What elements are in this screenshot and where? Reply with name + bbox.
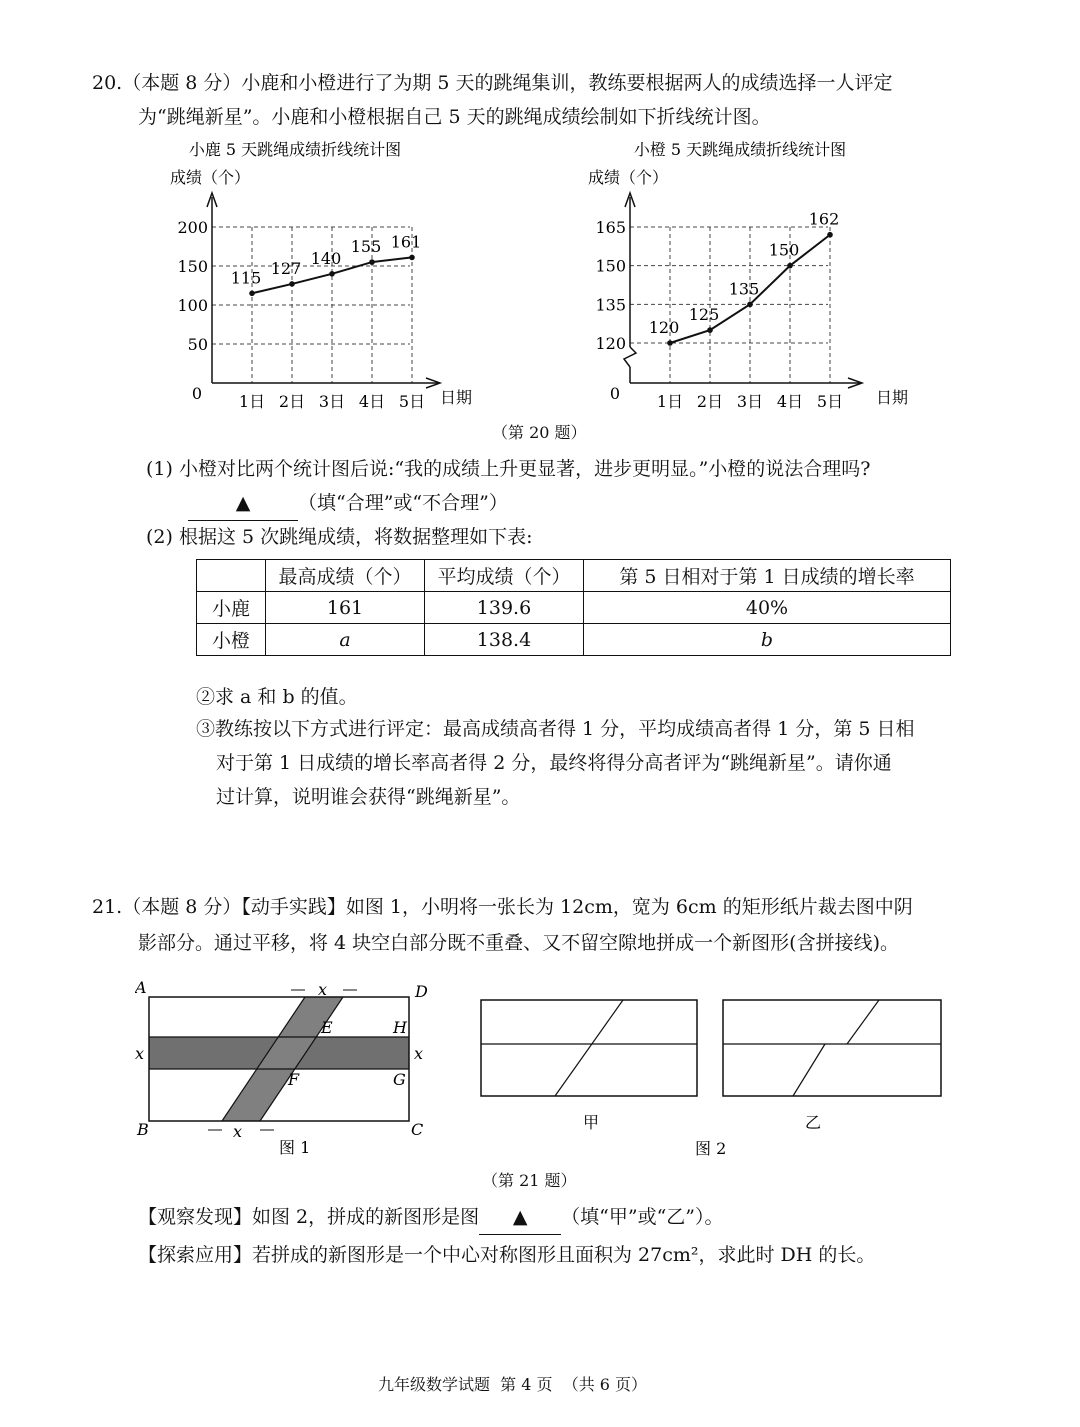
data-label: 162 [808, 209, 840, 229]
label-yi: 乙 [805, 1113, 822, 1132]
q20-sub3-line3: 过计算，说明谁会获得“跳绳新星”。 [216, 786, 521, 808]
x-tick-label: 4日 [358, 392, 386, 411]
observe-hint: （填“甲”或“乙”）。 [561, 1206, 724, 1228]
figure-2 [475, 990, 955, 1160]
y-tick-label: 0 [609, 384, 620, 403]
figure-yi [723, 1000, 941, 1096]
x-tick-label: 1日 [656, 392, 684, 411]
q21-observe [138, 1200, 724, 1235]
x-tick-label: 5日 [398, 392, 426, 411]
data-point [369, 259, 375, 265]
q21-line2: 影部分。通过平移，将 4 块空白部分既不重叠、又不留空隙地拼成一个新图形(含拼接线)。 [138, 932, 899, 954]
chart-xiaolu [150, 135, 490, 415]
figure-1 [135, 975, 440, 1160]
table-cell: 138.4 [425, 624, 584, 656]
y-tick-label: 150 [177, 257, 208, 276]
x-tick-label: 3日 [318, 392, 346, 411]
q20-sub2a: ②求 a 和 b 的值。 [196, 686, 358, 708]
data-point [249, 291, 255, 297]
q20-line2: 为“跳绳新星”。小鹿和小橙根据自己 5 天的跳绳成绩绘制如下折线统计图。 [138, 106, 771, 128]
label-jia: 甲 [583, 1113, 600, 1132]
label-B: B [137, 1120, 149, 1139]
x-tick-label: 2日 [278, 392, 306, 411]
y-axis-label: 成绩（个） [170, 168, 251, 187]
page-footer: 九年级数学试题 第 4 页 （共 6 页） [378, 1375, 648, 1394]
y-tick-label: 50 [187, 335, 208, 354]
table-cell: 139.6 [425, 592, 584, 624]
table-cell: 小橙 [197, 624, 266, 656]
table-header: 平均成绩（个） [425, 560, 584, 592]
data-point [329, 271, 335, 277]
y-tick-label: 135 [595, 295, 626, 315]
data-label: 150 [768, 240, 800, 260]
data-label: 115 [230, 268, 262, 288]
label-D: D [415, 982, 428, 1001]
y-tick-label: 200 [177, 218, 208, 237]
table-header: 最高成绩（个） [266, 560, 425, 592]
q21-line1: 21.（本题 8 分）【动手实践】如图 1，小明将一张长为 12cm，宽为 6cm 的矩形纸片裁去图中阴 [92, 896, 913, 918]
q20-sub1-answer [188, 486, 508, 521]
x-axis-label: 日期 [876, 388, 909, 407]
y-tick-label: 165 [595, 218, 626, 237]
data-point [827, 232, 833, 238]
answer-blank: ▲ [479, 1200, 561, 1235]
chart-xiaocheng [580, 135, 920, 415]
y-tick-label: 0 [191, 384, 202, 403]
x-tick-label: 5日 [816, 392, 844, 411]
y-tick-label: 150 [595, 256, 626, 276]
table-row [197, 592, 951, 624]
answer-blank: ▲ [188, 486, 298, 521]
table-cell: 161 [266, 592, 425, 624]
q20-sub3-line1: ③教练按以下方式进行评定：最高成绩高者得 1 分，平均成绩高者得 1 分，第 5 日相 [196, 718, 915, 740]
label-x-left: x [135, 1044, 145, 1063]
label-x-top: x [318, 980, 328, 999]
q20-sub2: (2) 根据这 5 次跳绳成绩，将数据整理如下表: [146, 526, 533, 548]
data-point [707, 327, 713, 333]
label-G: G [393, 1070, 406, 1089]
q20-sub3-line2: 对于第 1 日成绩的增长率高者得 2 分，最终将得分高者评为“跳绳新星”。请你通 [216, 752, 892, 774]
label-E: E [321, 1018, 333, 1037]
data-point [289, 281, 295, 287]
x-tick-label: 1日 [238, 392, 266, 411]
q20-caption: （第 20 题） [492, 423, 587, 442]
q21-explore: 【探索应用】若拼成的新图形是一个中心对称图形且面积为 27cm²，求此时 DH 的长。 [138, 1244, 876, 1266]
data-label: 135 [728, 279, 760, 299]
label-x-right: x [414, 1044, 424, 1063]
chart-title: 小鹿 5 天跳绳成绩折线统计图 [188, 140, 402, 159]
y-tick-label: 120 [595, 334, 626, 353]
q20-sub1: (1) 小橙对比两个统计图后说:“我的成绩上升更显著，进步更明显。”小橙的说法合理吗? [146, 458, 871, 480]
table-row [197, 624, 951, 656]
data-label: 127 [270, 258, 302, 278]
data-table [196, 559, 951, 656]
figure-2-caption: 图 2 [695, 1139, 727, 1158]
table-cell: b [584, 624, 951, 656]
table-cell: a [266, 624, 425, 656]
x-axis-label: 日期 [440, 388, 473, 407]
data-point [787, 263, 793, 269]
data-point [667, 340, 673, 346]
data-label: 125 [688, 305, 720, 325]
table-header: 第 5 日相对于第 1 日成绩的增长率 [584, 560, 951, 592]
x-tick-label: 3日 [736, 392, 764, 411]
label-A: A [135, 978, 147, 997]
data-label: 120 [648, 318, 680, 337]
x-tick-label: 4日 [776, 392, 804, 411]
table-cell: 40% [584, 592, 951, 624]
data-label: 161 [390, 232, 422, 252]
q21-caption: （第 21 题） [482, 1171, 577, 1190]
label-F: F [288, 1070, 300, 1089]
data-point [747, 302, 753, 308]
figure-1-caption: 图 1 [279, 1138, 311, 1157]
y-axis-label: 成绩（个） [588, 168, 669, 187]
data-label: 155 [350, 237, 382, 257]
label-C: C [411, 1120, 424, 1139]
answer-hint: （填“合理”或“不合理”） [298, 492, 508, 514]
q20-line1: 20.（本题 8 分）小鹿和小橙进行了为期 5 天的跳绳集训，教练要根据两人的成绩选择一人评定 [92, 72, 893, 94]
y-tick-label: 100 [177, 296, 208, 315]
table-cell: 小鹿 [197, 592, 266, 624]
observe-text: 【观察发现】如图 2，拼成的新图形是图 [138, 1206, 480, 1228]
label-x-bottom: x [233, 1122, 243, 1141]
data-point [409, 255, 415, 261]
x-tick-label: 2日 [696, 392, 724, 411]
table-header [197, 560, 266, 592]
data-label: 140 [310, 248, 342, 268]
label-H: H [393, 1018, 407, 1037]
chart-title: 小橙 5 天跳绳成绩折线统计图 [633, 140, 847, 159]
table-header-row [197, 560, 951, 592]
